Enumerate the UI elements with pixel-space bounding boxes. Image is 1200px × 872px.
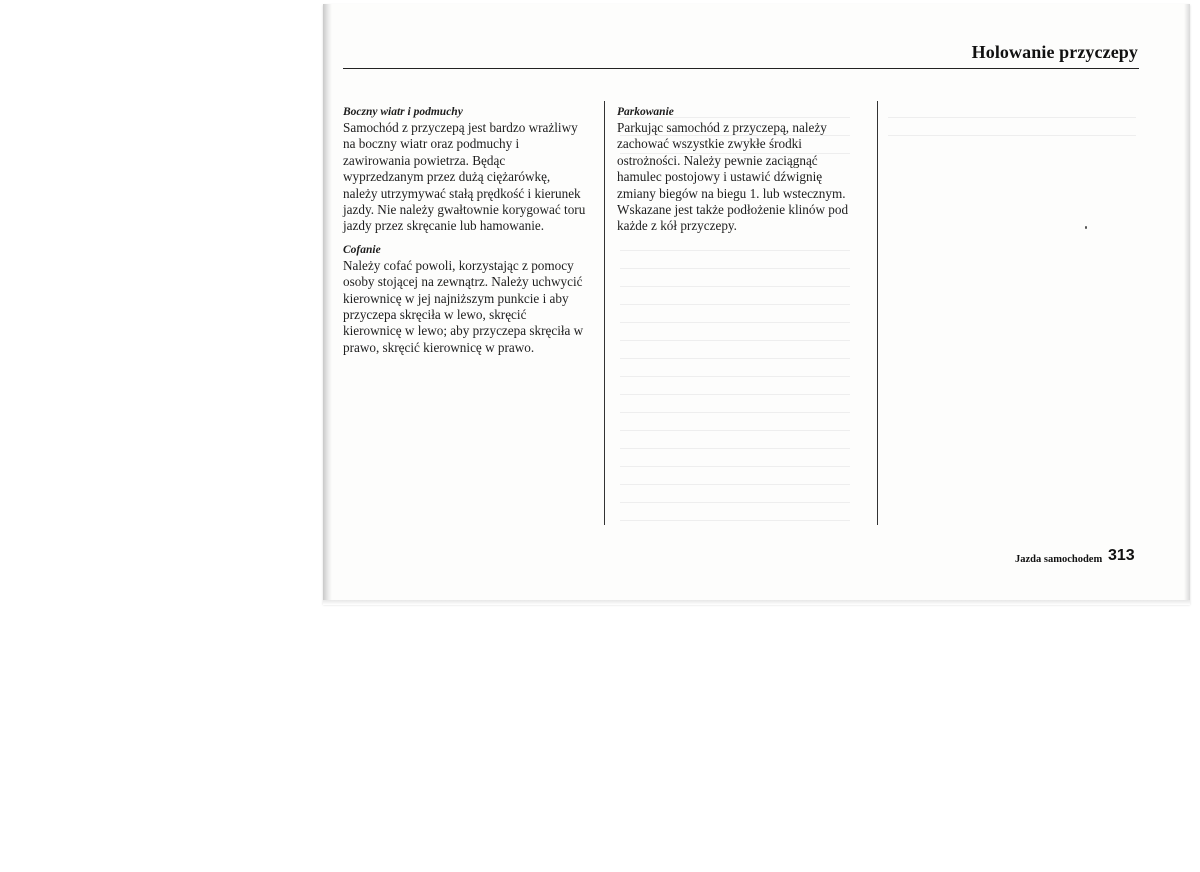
section-title: Parkowanie: [617, 106, 674, 118]
page-bottom-edge: [323, 600, 1190, 605]
section-side-wind: [343, 105, 601, 235]
section-body: Samochód z przyczepą jest bardzo wrażliwy na boczny wiatr oraz podmuchy i zawirowania powietrza. Będąc wyprzedzanym przez dużą ciężarówkę, należy utrzymywać stałą prędkość i kierunek jazdy. Nie należy gwałtownie korygować toru jazdy przez skręcanie lub hamowanie.: [343, 120, 586, 234]
column-divider: [877, 101, 878, 525]
left-column: [343, 105, 601, 364]
page-title: Holowanie przyczepy: [971, 42, 1138, 62]
section-reversing: [343, 243, 601, 356]
section-body: Parkując samochód z przyczepą, należy zachować wszystkie zwykłe środki ostrożności. Należy pewnie zaciągnąć hamulec postojowy i ustawić dźwignię zmiany biegów na biegu 1. lub wstecznym. Wskazane jest także podłożenie klinów pod każde z kół przyczepy.: [617, 120, 849, 234]
page-binding-shadow: [323, 4, 332, 604]
section-parking: [617, 105, 867, 235]
page-number: 313: [1108, 547, 1135, 564]
section-title: Boczny wiatr i podmuchy: [343, 106, 463, 118]
footer-section-name: Jazda samochodem: [1015, 554, 1103, 565]
paper-speck: [1085, 226, 1087, 229]
header-divider: [343, 68, 1139, 69]
section-body: Należy cofać powoli, korzystając z pomocy osoby stojącej na zewnątrz. Należy uchwycić kierownicę w jej najniższym punkcie i aby przyczepa skręciła w lewo, skręcić kierownicę w lewo; aby przyczepa skręciła w prawo, skręcić kierownicę w prawo.: [343, 257, 584, 355]
middle-column: [617, 105, 867, 243]
column-divider: [604, 101, 605, 525]
section-title: Cofanie: [343, 243, 381, 256]
page-right-edge: [1184, 4, 1190, 604]
